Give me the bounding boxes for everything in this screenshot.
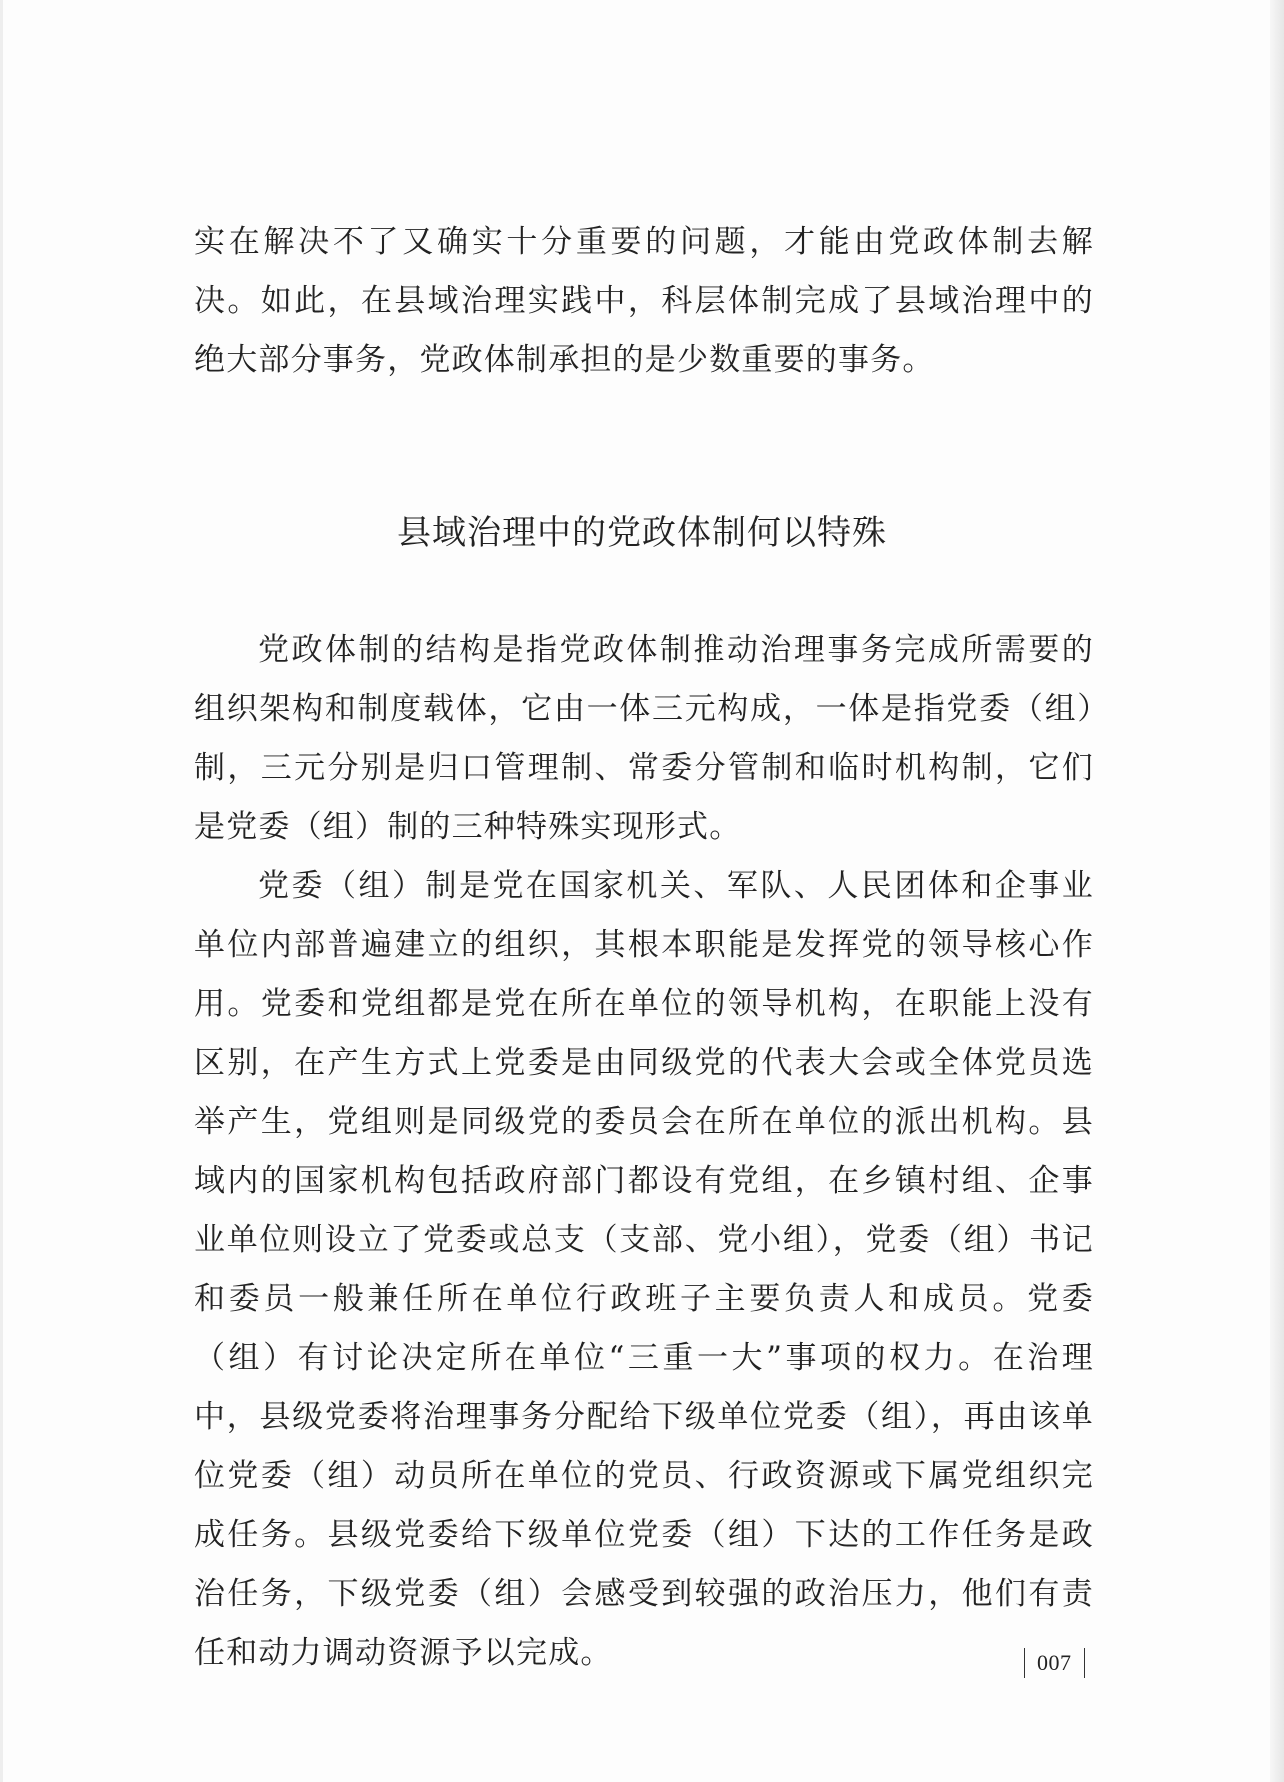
page-number: 007 bbox=[1037, 1650, 1072, 1675]
body-text-block bbox=[194, 621, 1094, 1683]
folio-right-rule bbox=[1084, 1648, 1085, 1678]
intro-paragraph: 实在解决不了又确实十分重要的问题，才能由党政体制去解决。如此，在县域治理实践中，科层体制完成了县域治理中的绝大部分事务，党政体制承担的是少数重要的事务。 bbox=[194, 224, 1094, 378]
page-edge-right bbox=[1270, 0, 1284, 1782]
body-paragraph-2: 党委（组）制是党在国家机关、军队、人民团体和企事业单位内部普遍建立的组织，其根本职能是发挥党的领导核心作用。党委和党组都是党在所在单位的领导机构，在职能上没有区别，在产生方式上党委是由同级党的代表大会或全体党员选举产生，党组则是同级党的委员会在所在单位的派出机构。县域内的国家机构包括政府部门都设有党组，在乡镇村组、企事业单位则设立了党委或总支（支部、党小组），党委（组）书记和委员一般兼任所在单位行政班子主要负责人和成员。党委（组）有讨论决定所在单位“三重一大”事项的权力。在治理中，县级党委将治理事务分配给下级单位党委（组），再由该单位党委（组）动员所在单位的党员、行政资源或下属党组织完成任务。县级党委给下级单位党委（组）下达的工作任务是政治任务，下级党委（组）会感受到较强的政治压力，他们有责任和动力调动资源予以完成。 bbox=[194, 868, 1094, 1671]
body-paragraph-1: 党政体制的结构是指党政体制推动治理事务完成所需要的组织架构和制度载体，它由一体三元构成，一体是指党委（组）制，三元分别是归口管理制、常委分管制和临时机构制，它们是党委（组）制的三种特殊实现形式。 bbox=[194, 632, 1094, 845]
page-number-folio bbox=[1024, 1646, 1085, 1680]
section-heading: 县域治理中的党政体制何以特殊 bbox=[397, 513, 887, 553]
page-edge-left bbox=[0, 0, 3, 1782]
intro-text-block bbox=[194, 213, 1094, 390]
